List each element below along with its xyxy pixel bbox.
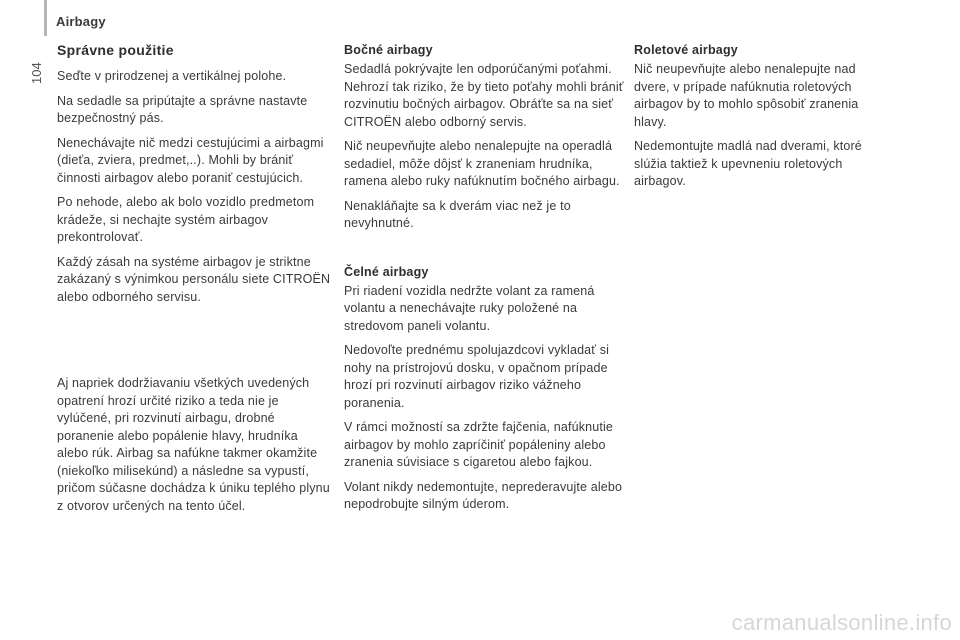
- watermark: carmanualsonline.info: [731, 610, 952, 635]
- paragraph: Nič neupevňujte alebo nenalepujte nad dvere, v prípade nafúknutia roletových airbagov by to mohlo spôsobiť zranenia hlavy.: [634, 62, 859, 129]
- paragraph: Seďte v prirodzenej a vertikálnej polohe.: [57, 69, 287, 83]
- paragraph: Nenakláňajte sa k dverám viac než je to nevyhnutné.: [344, 198, 571, 230]
- paragraph: V rámci možností sa zdržte fajčenia, nafúknutie airbagov by mohlo zapríčiniť popáleniny alebo zranenia súvisiace s cigaretou alebo fajkou.: [344, 420, 613, 469]
- spacer: [344, 240, 624, 262]
- paragraph: Nič neupevňujte alebo nenalepujte na operadlá sedadiel, môže dôjsť k zraneniam hrudníka, ramena alebo ruky nafúknutím bočného airbagu.: [344, 139, 620, 188]
- paragraph: Volant nikdy nedemontujte, neprederavujte alebo nepodrobujte silným úderom.: [344, 479, 623, 511]
- paragraph: Na sedadle sa pripútajte a správne nastavte bezpečnostný pás.: [57, 93, 308, 125]
- column-side-front-airbags: [344, 40, 624, 521]
- paragraph: Každý zásah na systéme airbagov je striktne zakázaný s výnimkou personálu siete CITROËN alebo odborného servisu.: [57, 254, 331, 304]
- paragraph: Nedovoľte prednému spolujazdcovi vykladať si nohy na prístrojovú dosku, v opačnom prípade hrozí pri rozvinutí airbagov riziko vážneho poranenia.: [344, 343, 610, 410]
- heading-side-airbags: Bočné airbagy: [344, 43, 433, 57]
- paragraph: Pri riadení vozidla nedržte volant za ramená volantu a nenechávajte ruky položené na stredovom paneli volantu.: [344, 283, 595, 333]
- section-bar: [44, 0, 47, 36]
- heading-front-airbags: Čelné airbagy: [344, 264, 429, 279]
- paragraph: Nedemontujte madlá nad dverami, ktoré slúžia taktiež k upevneniu roletových airbagov.: [634, 139, 862, 188]
- spacer: [57, 313, 332, 375]
- section-title: Airbagy: [56, 14, 106, 29]
- paragraph: Po nehode, alebo ak bolo vozidlo predmetom krádeže, si nechajte systém airbagov prekontrolovať.: [57, 195, 315, 244]
- page-number: 104: [29, 62, 44, 84]
- column-proper-use: [57, 40, 332, 522]
- paragraph-warning: Aj napriek dodržiavaniu všetkých uvedených opatrení hrozí určité riziko a teda nie je vylúčené, pri rozvinutí airbagu, drobné poranenie alebo popálenie hlavy, hrudníka alebo rúk. Airbag sa nafúkne takmer okamžite (niekoľko milisekúnd) a následne sa vypustí, pričom súčasne dochádza k úniku teplého plynu z otvorov určených na tento účel.: [57, 376, 330, 513]
- paragraph: Sedadlá pokrývajte len odporúčanými poťahmi. Nehrozí tak riziko, že by tieto poťahy mohli brániť rozvinutiu bočných airbagov. Obráťte sa na sieť CITROËN alebo odborný servis.: [344, 62, 624, 129]
- heading-proper-use: Správne použitie: [57, 42, 174, 58]
- paragraph: Nenechávajte nič medzi cestujúcimi a airbagmi (dieťa, zviera, predmet,..). Mohli by brániť činnosti airbagov alebo poraniť cestujúcich.: [57, 135, 324, 185]
- column-curtain-airbags: [634, 40, 894, 198]
- heading-curtain-airbags: Roletové airbagy: [634, 43, 738, 57]
